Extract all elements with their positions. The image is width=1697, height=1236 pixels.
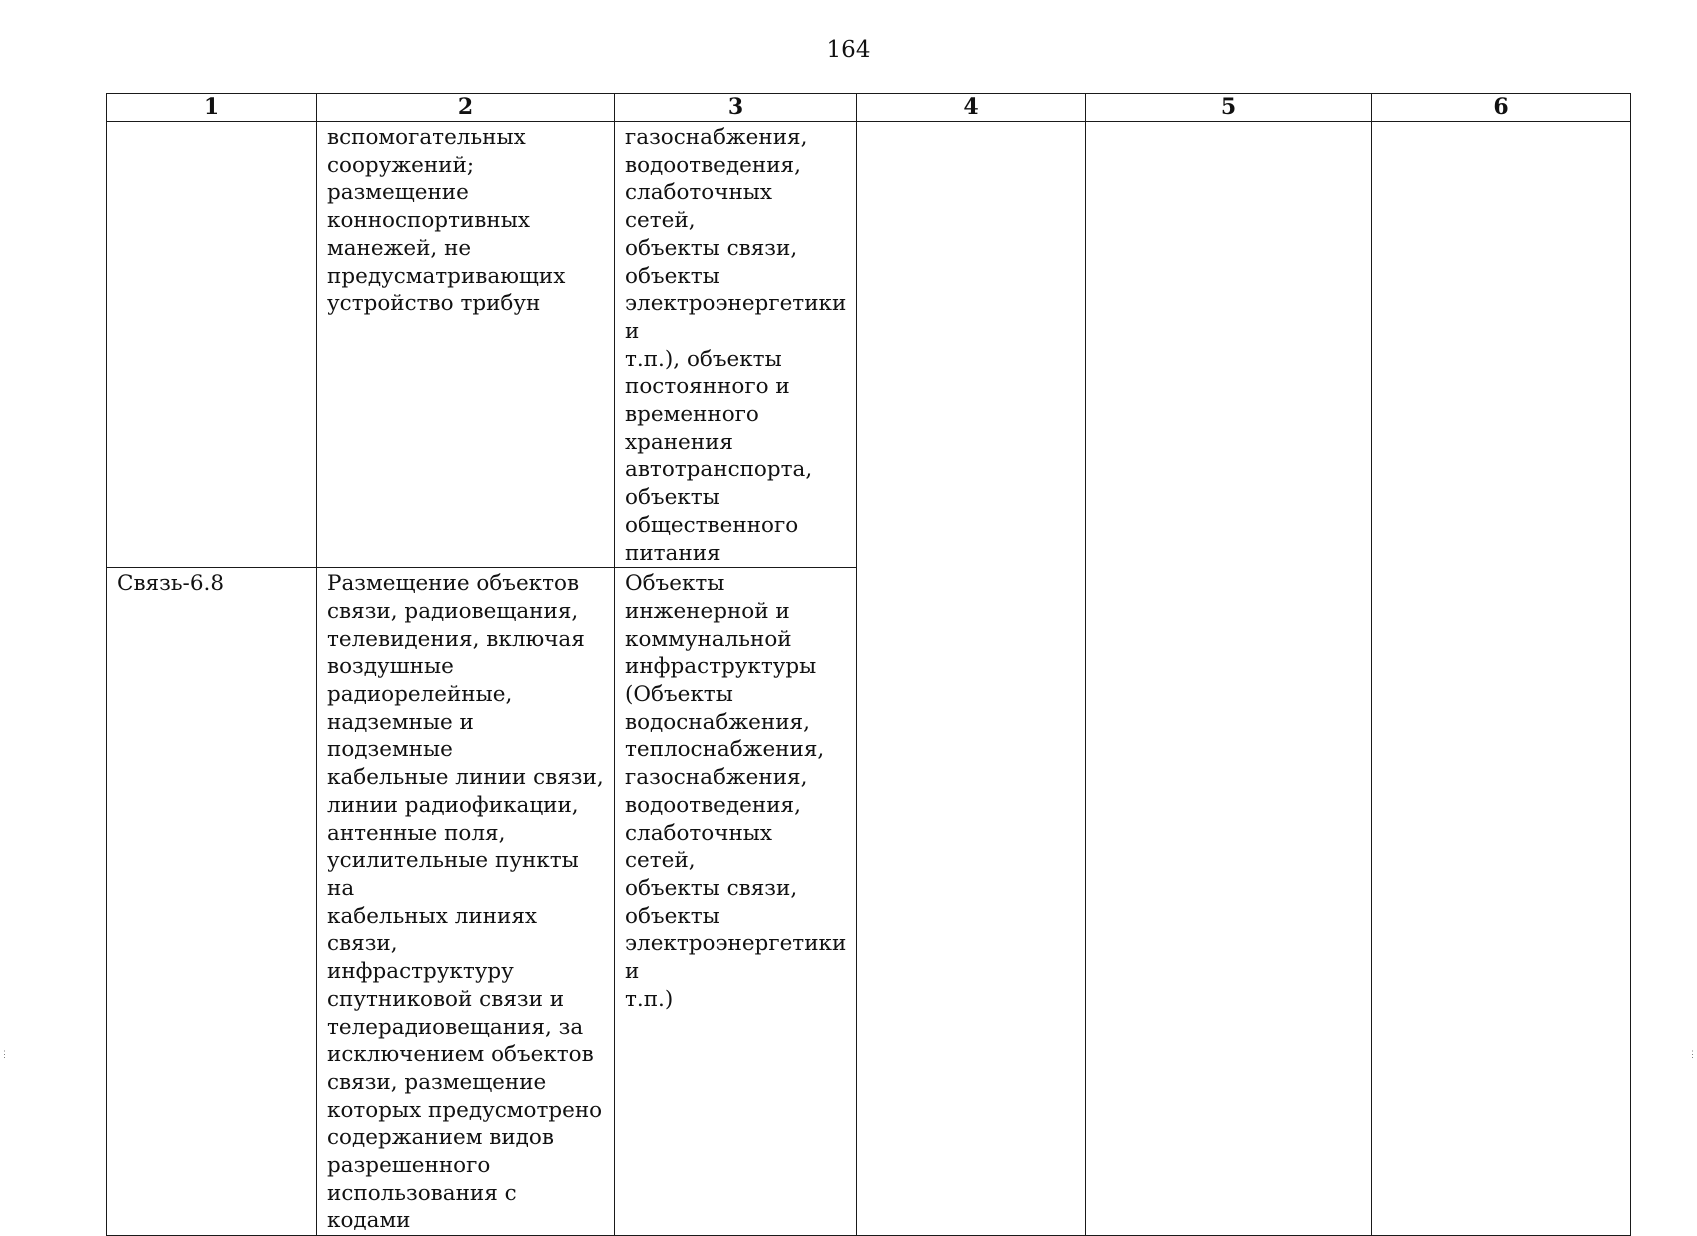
scan-edge-mark-left: ⋮: [0, 1050, 9, 1060]
column-header-4: 4: [857, 94, 1086, 122]
cell-code: [107, 122, 317, 568]
cell-column-5: [1086, 122, 1372, 1236]
cell-column-4: [857, 122, 1086, 1236]
cell-auxiliary-uses: газоснабжения, водоотведения, слаботочных сетей, объекты связи, объекты электроэнергетики и т.п.), объекты постоянного и временного хранения автотранспорта, объекты общественного питания: [615, 122, 857, 568]
cell-column-6: [1372, 122, 1631, 1236]
column-header-5: 5: [1086, 94, 1372, 122]
column-header-6: 6: [1372, 94, 1631, 122]
scan-edge-mark-right: ⋮: [1688, 1050, 1697, 1060]
cell-auxiliary-uses: Объекты инженерной и коммунальной инфраструктуры (Объекты водоснабжения, теплоснабжения, газоснабжения, водоотведения, слаботочных сетей, объекты связи, объекты электроэнергетики и т.п.): [615, 568, 857, 1236]
column-header-1: 1: [107, 94, 317, 122]
cell-code: Связь-6.8: [107, 568, 317, 1236]
cell-description: вспомогательных сооружений; размещение конноспортивных манежей, не предусматривающих устройство трибун: [317, 122, 615, 568]
zoning-table: [106, 93, 1631, 1236]
table-header-row: [107, 94, 1631, 122]
column-header-2: 2: [317, 94, 615, 122]
cell-description: Размещение объектов связи, радиовещания, телевидения, включая воздушные радиорелейные, надземные и подземные кабельные линии связи, линии радиофикации, антенные поля, усилительные пункты на кабельных линиях связи, инфраструктуру спутниковой связи и телерадиовещания, за исключением объектов связи, размещение которых предусмотрено содержанием видов разрешенного использования с кодами: [317, 568, 615, 1236]
table-row: [107, 122, 1631, 568]
column-header-3: 3: [615, 94, 857, 122]
page-number: 164: [826, 37, 871, 63]
